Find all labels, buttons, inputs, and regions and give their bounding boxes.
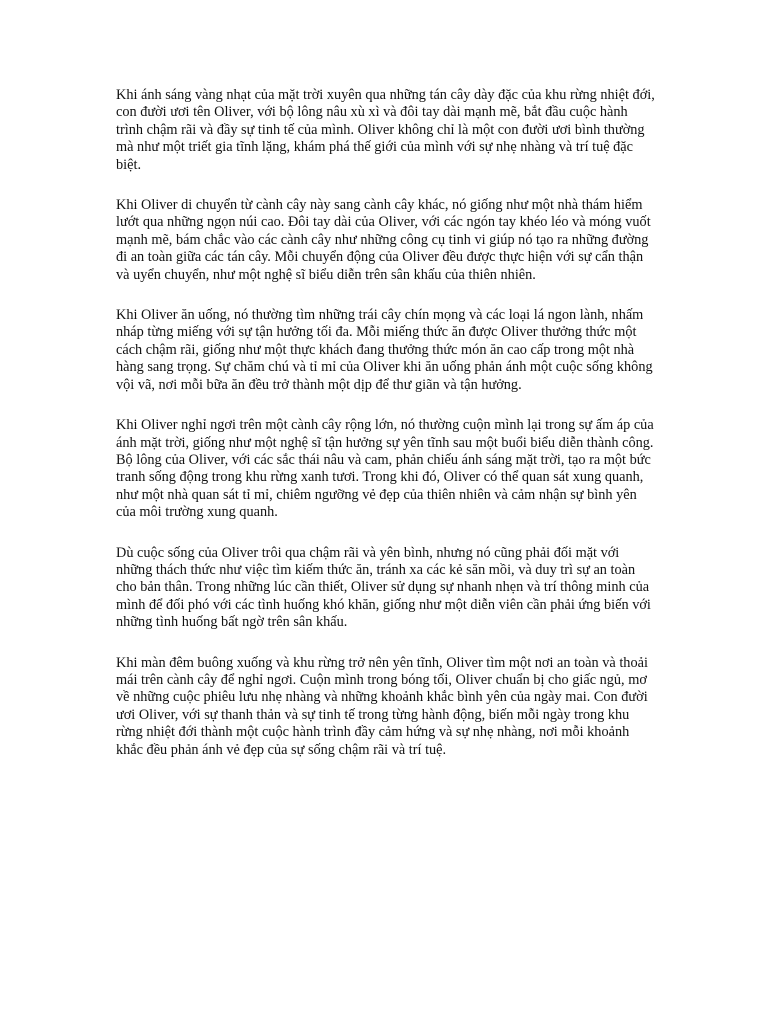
- paragraph-6: Khi màn đêm buông xuống và khu rừng trở nên yên tĩnh, Oliver tìm một nơi an toàn và thoải mái trên cành cây để nghỉ ngơi. Cuộn mình trong bóng tối, Oliver chuẩn bị cho giấc ngủ, mơ về những cuộc phiêu lưu nhẹ nhàng và những khoảnh khắc bình yên của ngày mai. Con đười ươi Oliver, với sự thanh thản và sự tinh tế trong từng hành động, biến mỗi ngày trong khu rừng nhiệt đới thành một cuộc hành trình đầy cảm hứng và sự nhẹ nhàng, nơi mỗi khoảnh khắc đều phản ánh vẻ đẹp của sự sống chậm rãi và trí tuệ.: [116, 654, 648, 758]
- paragraph-4: Khi Oliver nghỉ ngơi trên một cành cây rộng lớn, nó thường cuộn mình lại trong sự ấm áp của ánh mặt trời, giống như một nghệ sĩ tận hưởng sự yên tĩnh sau một buổi biểu diễn thành công. Bộ lông của Oliver, với các sắc thái nâu và cam, phản chiếu ánh sáng mặt trời, tạo ra một bức tranh sống động trong khu rừng xanh tươi. Trong khi đó, Oliver có thể quan sát xung quanh, như một nhà quan sát tỉ mỉ, chiêm ngưỡng vẻ đẹp của thiên nhiên và cảm nhận sự bình yên của môi trường xung quanh.: [116, 417, 654, 521]
- paragraph-3: Khi Oliver ăn uống, nó thường tìm những trái cây chín mọng và các loại lá ngon lành, nhấm nháp từng miếng với sự tận hưởng tối đa. Mỗi miếng thức ăn được Oliver thưởng thức một cách chậm rãi, giống như một thực khách đang thưởng thức món ăn cao cấp trong một nhà hàng sang trọng. Sự chăm chú và tỉ mỉ của Oliver khi ăn uống phản ánh một cuộc sống không vội vã, nơi mỗi bữa ăn đều trở thành một dịp để thư giãn và tận hưởng.: [116, 307, 653, 393]
- paragraph-2: Khi Oliver di chuyển từ cành cây này sang cành cây khác, nó giống như một nhà thám hiểm lướt qua những ngọn núi cao. Đôi tay dài của Oliver, với các ngón tay khéo léo và móng vuốt mạnh mẽ, bám chắc vào các cành cây như những công cụ tinh vi giúp nó tạo ra những đường đi an toàn giữa các tán cây. Mỗi chuyển động của Oliver đều được thực hiện với sự cẩn thận và uyển chuyển, như một nghệ sĩ biểu diễn trên sân khấu của thiên nhiên.: [116, 197, 651, 283]
- document-body: [116, 87, 656, 782]
- paragraph-1: Khi ánh sáng vàng nhạt của mặt trời xuyên qua những tán cây dày đặc của khu rừng nhiệt đới, con đười ươi tên Oliver, với bộ lông nâu xù xì và đôi tay dài mạnh mẽ, bắt đầu cuộc hành trình chậm rãi và đầy sự tinh tế của mình. Oliver không chỉ là một con đười ươi bình thường mà như một triết gia tĩnh lặng, khám phá thế giới của mình với sự nhẹ nhàng và trí tuệ đặc biệt.: [116, 87, 655, 173]
- paragraph-5: Dù cuộc sống của Oliver trôi qua chậm rãi và yên bình, nhưng nó cũng phải đối mặt với những thách thức như việc tìm kiếm thức ăn, tránh xa các kẻ săn mồi, và duy trì sự an toàn cho bản thân. Trong những lúc cần thiết, Oliver sử dụng sự nhanh nhẹn và trí thông minh của mình để đối phó với các tình huống khó khăn, giống như một diễn viên cần phải ứng biến với những tình huống bất ngờ trên sân khấu.: [116, 544, 651, 631]
